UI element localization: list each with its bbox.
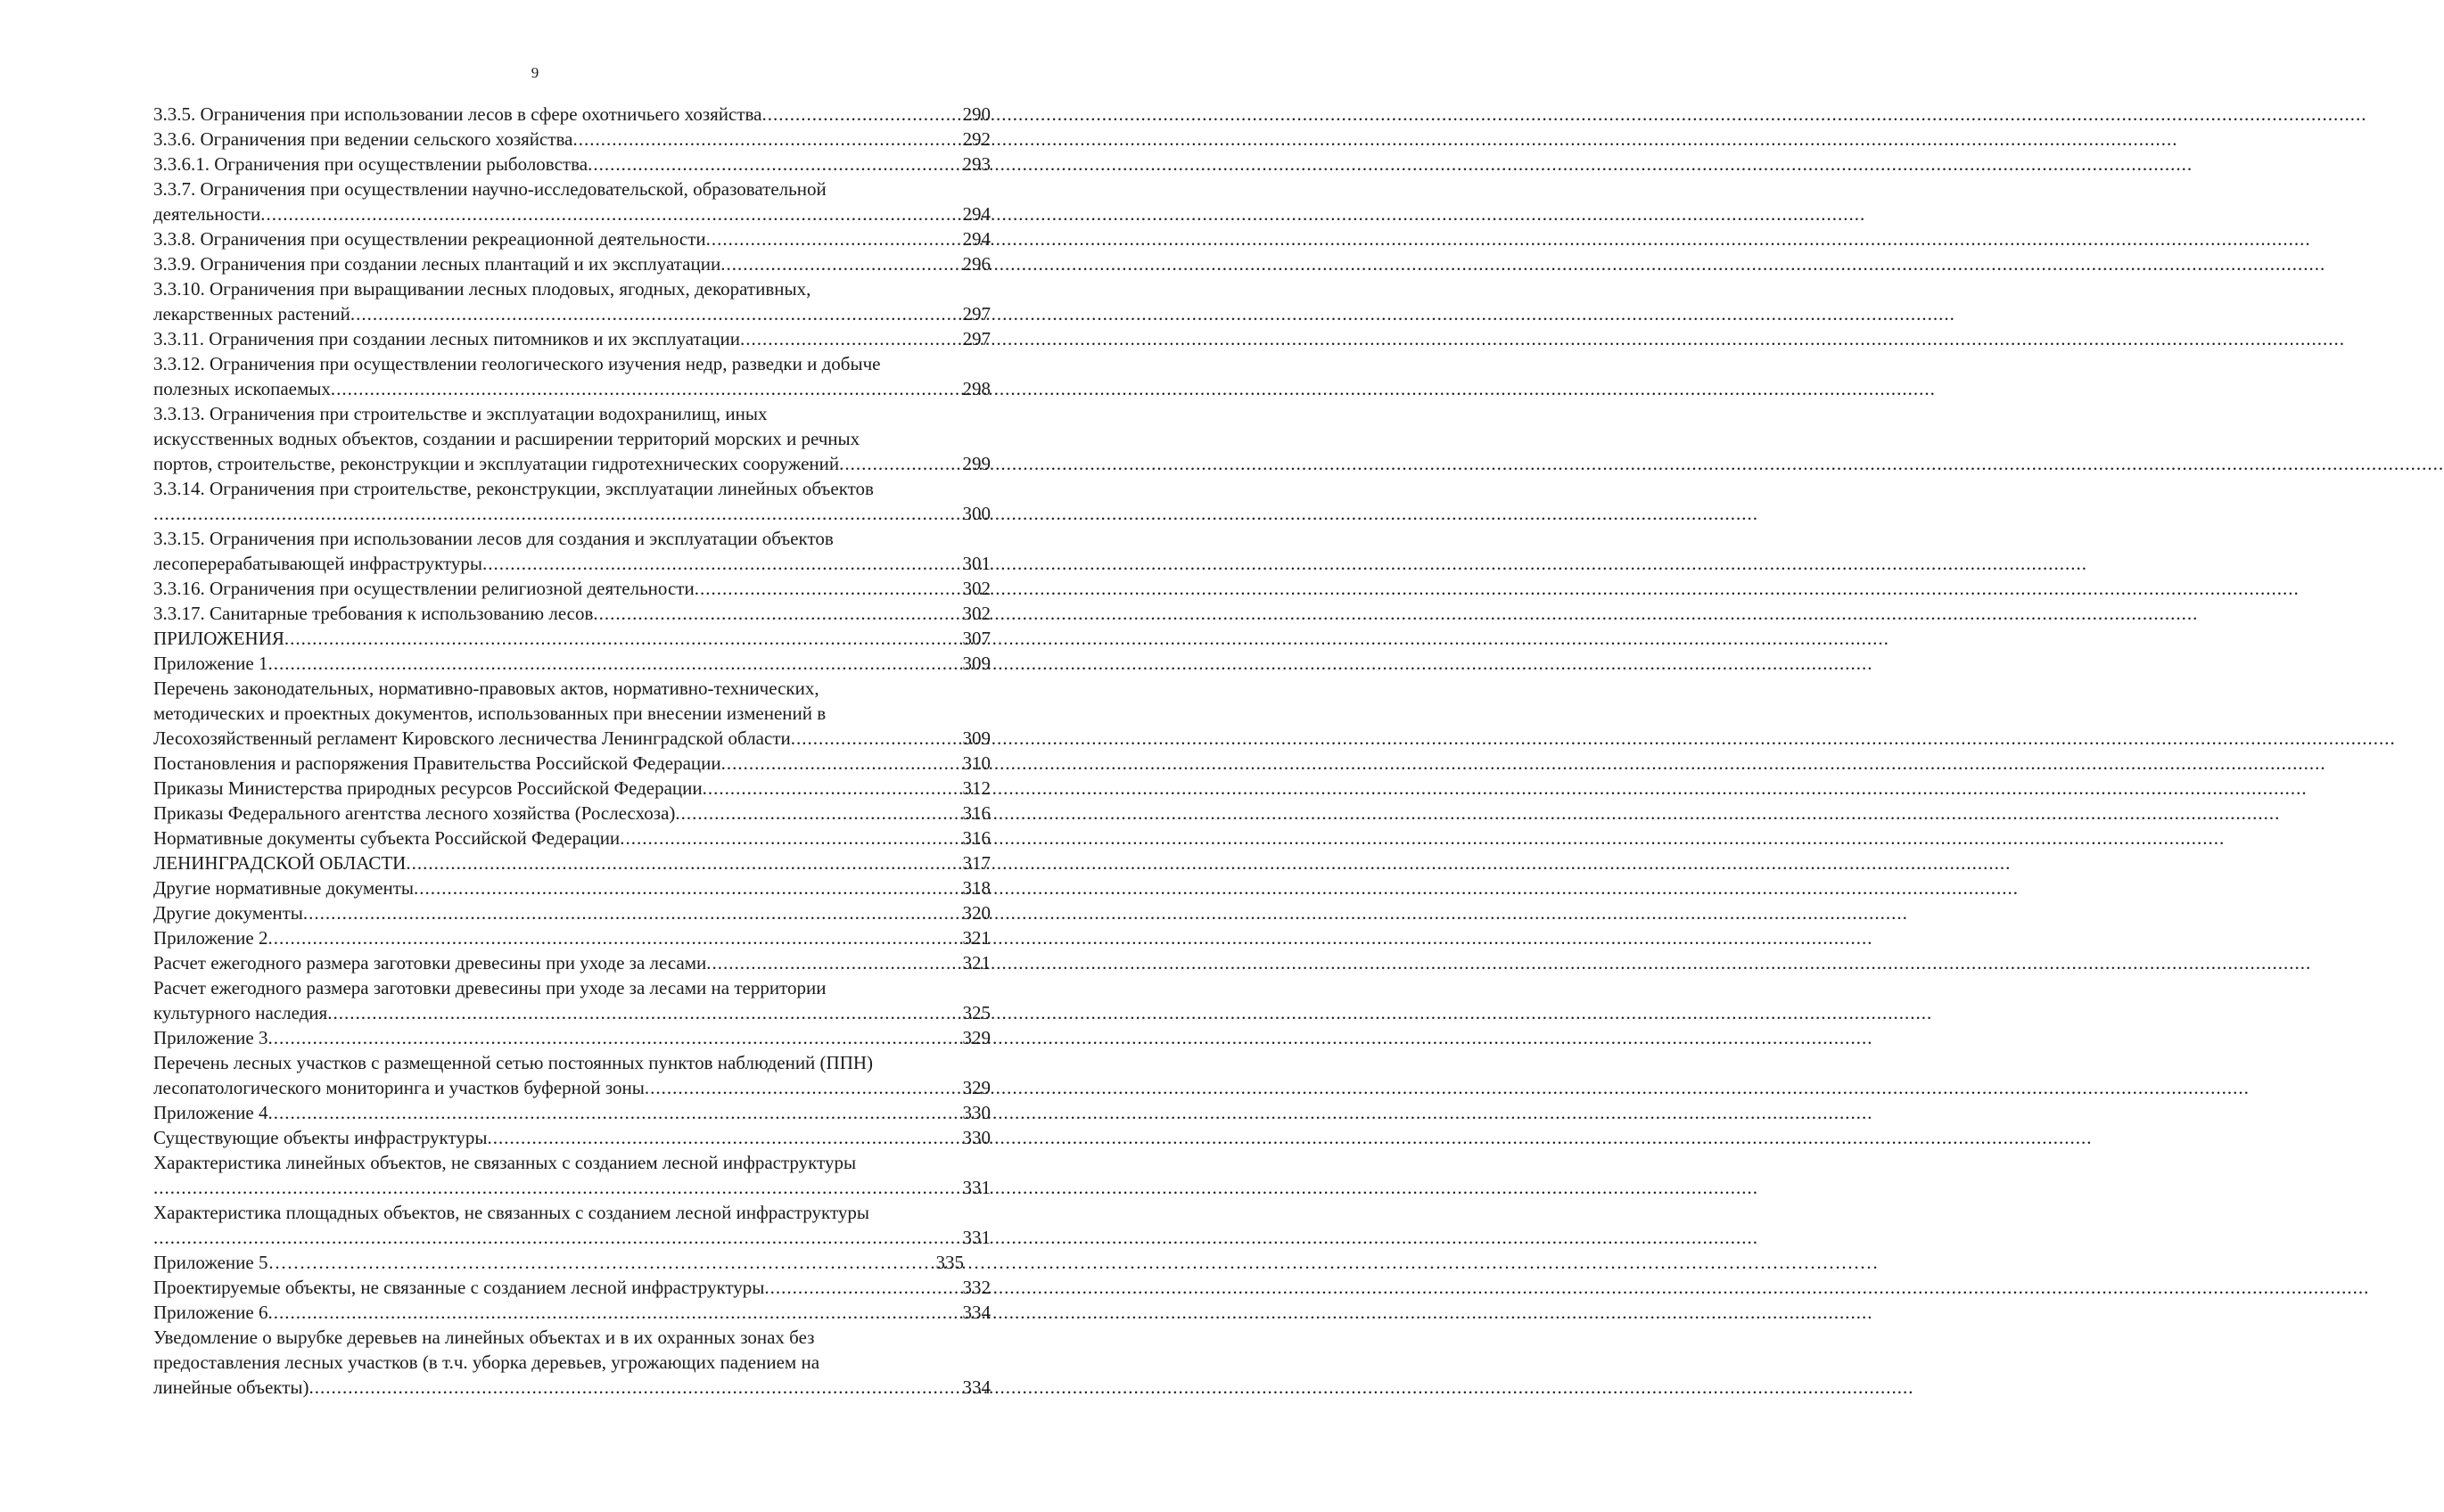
toc-entry-title-line: Характеристика площадных объектов, не связанных с созданием лесной инфраструктуры — [153, 1202, 869, 1223]
toc-entry — [153, 152, 991, 177]
toc-page-number: 293 — [962, 153, 991, 175]
toc-dot-leader — [327, 1000, 962, 1025]
toc-page-number: 312 — [962, 777, 991, 799]
toc-dot-leader — [482, 551, 962, 576]
toc-page-number: 302 — [962, 578, 991, 599]
toc-page-number: 334 — [962, 1302, 991, 1323]
toc-entry — [153, 900, 991, 925]
toc-page-number: 297 — [962, 328, 991, 349]
toc-entry — [153, 351, 991, 401]
toc-entry — [153, 476, 991, 526]
toc-dot-leader — [350, 301, 963, 326]
toc-entry-leader-row — [153, 1175, 991, 1200]
toc-page-number: 321 — [962, 952, 991, 974]
toc-dot-leader — [331, 376, 963, 401]
toc-entry — [153, 326, 991, 351]
toc-entry-leader-row — [153, 201, 991, 226]
toc-entry-leader-row — [153, 501, 991, 526]
toc-entry-title-line: 3.3.12. Ограничения при осуществлении геологического изучения недр, разведки и добыче — [153, 353, 881, 374]
toc-page-number: 298 — [962, 378, 991, 399]
toc-page-number: 332 — [962, 1277, 991, 1298]
toc-page-number: 335 — [935, 1252, 964, 1273]
table-of-contents — [153, 102, 991, 1400]
toc-entry-leader-row — [153, 251, 991, 276]
toc-dot-leader — [153, 1175, 963, 1200]
toc-entry — [153, 1125, 991, 1150]
toc-entry-leader-row — [153, 1225, 991, 1250]
toc-entry-leader-row — [153, 451, 991, 476]
toc-page-number: 302 — [962, 603, 991, 624]
toc-entry-title: деятельности — [153, 203, 261, 225]
toc-entry — [153, 102, 991, 127]
toc-entry-title: 3.3.9. Ограничения при создании лесных плантаций и их эксплуатации — [153, 253, 721, 275]
toc-entry-title: Приложение 3 — [153, 1027, 268, 1048]
toc-entry — [153, 1275, 991, 1300]
toc-entry-title-line: Расчет ежегодного размера заготовки древесины при уходе за лесами на территории — [153, 977, 827, 998]
toc-page-number: 297 — [962, 303, 991, 325]
toc-entry-title: культурного наследия — [153, 1002, 328, 1023]
toc-dot-leader — [720, 251, 962, 276]
toc-entry — [153, 526, 991, 576]
toc-page-number: 325 — [962, 1002, 991, 1023]
toc-entry-title: Постановления и распоряжения Правительства Российской Федерации — [153, 752, 721, 774]
toc-dot-leader — [267, 651, 962, 676]
toc-entry-title: Приложение 5 — [153, 1252, 268, 1273]
toc-entry-leader-row — [153, 801, 991, 826]
toc-entry-title-line: 3.3.7. Ограничения при осуществлении научно-исследовательской, образовательной — [153, 178, 827, 200]
toc-dot-leader — [414, 875, 962, 900]
toc-dot-leader — [706, 226, 963, 251]
toc-dot-leader — [593, 601, 962, 626]
toc-entry-leader-row — [153, 1375, 991, 1400]
toc-entry-leader-row — [153, 1275, 991, 1300]
toc-entry — [153, 1250, 991, 1275]
toc-entry — [153, 576, 991, 601]
toc-dot-leader — [764, 1275, 962, 1300]
toc-entry — [153, 950, 991, 975]
toc-entry-title-line: искусственных водных объектов, создании и расширении территорий морских и речных — [153, 428, 860, 449]
toc-dot-leader — [309, 1375, 962, 1400]
toc-entry-leader-row — [153, 850, 991, 875]
toc-entry-title: 3.3.8. Ограничения при осуществлении рекреационной деятельности — [153, 228, 706, 250]
toc-entry-title: 3.3.6. Ограничения при ведении сельского хозяйства — [153, 128, 573, 150]
toc-entry-leader-row — [153, 301, 991, 326]
toc-entry-title-line: 3.3.13. Ограничения при строительстве и эксплуатации водохранилищ, иных — [153, 403, 768, 424]
toc-page-number: 309 — [962, 653, 991, 674]
toc-entry-title: Расчет ежегодного размера заготовки древесины при уходе за лесами — [153, 952, 707, 974]
toc-dot-leader — [791, 726, 963, 751]
toc-entry-leader-row — [153, 1125, 991, 1150]
toc-entry — [153, 1050, 991, 1100]
toc-dot-leader — [267, 1025, 962, 1050]
toc-entry — [153, 177, 991, 226]
toc-entry-title: 3.3.11. Ограничения при создании лесных питомников и их эксплуатации — [153, 328, 740, 349]
toc-dot-leader — [284, 626, 963, 651]
toc-entry — [153, 601, 991, 626]
toc-entry — [153, 127, 991, 152]
toc-entry-leader-row — [153, 226, 991, 251]
toc-entry-title: Приложение 4 — [153, 1102, 268, 1123]
toc-entry-leader-row — [153, 875, 991, 900]
toc-entry-title-line: 3.3.10. Ограничения при выращивании лесных плодовых, ягодных, декоративных, — [153, 278, 811, 300]
toc-entry — [153, 975, 991, 1025]
toc-entry-title: лекарственных растений — [153, 303, 350, 325]
toc-entry — [153, 776, 991, 801]
toc-entry — [153, 1325, 991, 1400]
toc-entry — [153, 276, 991, 326]
toc-entry-leader-row — [153, 376, 991, 401]
toc-entry-leader-row — [153, 1250, 964, 1275]
toc-entry-leader-row — [153, 950, 991, 975]
toc-entry-title: Другие нормативные документы — [153, 877, 415, 899]
toc-entry-title: Приложение 1 — [153, 653, 268, 674]
toc-page-number: 320 — [962, 902, 991, 924]
toc-dot-leader — [153, 501, 963, 526]
toc-page-number: 310 — [962, 752, 991, 774]
toc-entry-title: Приложение 6 — [153, 1302, 268, 1323]
toc-dot-leader — [267, 1100, 962, 1125]
toc-entry-leader-row — [153, 102, 991, 127]
toc-page-number: 334 — [962, 1376, 991, 1398]
toc-entry-title: лесопатологического мониторинга и участков буферной зоны — [153, 1077, 645, 1098]
toc-dot-leader — [267, 925, 962, 950]
toc-entry-title: Приказы Федерального агентства лесного хозяйства (Рослесхоза) — [153, 802, 676, 824]
toc-entry-leader-row — [153, 1300, 991, 1325]
toc-dot-leader — [645, 1075, 963, 1100]
toc-dot-leader — [703, 776, 963, 801]
toc-entry-leader-row — [153, 651, 991, 676]
toc-dot-leader — [153, 1225, 963, 1250]
toc-entry-title-line: Уведомление о вырубке деревьев на линейных объектах и в их охранных зонах без — [153, 1327, 815, 1348]
toc-page-number: 329 — [962, 1027, 991, 1048]
toc-page-number: 307 — [962, 628, 991, 649]
toc-entry — [153, 826, 991, 850]
toc-entry-title: Приказы Министерства природных ресурсов Российской Федерации — [153, 777, 703, 799]
toc-page-number: 330 — [962, 1127, 991, 1148]
toc-dot-leader — [406, 850, 962, 875]
toc-entry-title: полезных ископаемых — [153, 378, 331, 399]
toc-dot-leader — [762, 102, 963, 127]
toc-entry-leader-row — [153, 326, 991, 351]
toc-entry — [153, 226, 991, 251]
toc-entry-title-line: Перечень лесных участков с размещенной сетью постоянных пунктов наблюдений (ППН) — [153, 1052, 874, 1073]
toc-entry-title: Лесохозяйственный регламент Кировского лесничества Ленинградской области — [153, 727, 791, 749]
toc-entry — [153, 1100, 991, 1125]
toc-entry — [153, 651, 991, 676]
toc-entry-leader-row — [153, 551, 991, 576]
toc-page-number: 294 — [962, 228, 991, 250]
toc-entry-title: ПРИЛОЖЕНИЯ — [153, 628, 284, 649]
toc-page-number: 290 — [962, 103, 991, 125]
toc-page-number: 292 — [962, 128, 991, 150]
toc-page-number: 330 — [962, 1102, 991, 1123]
toc-page-number: 300 — [962, 503, 991, 524]
toc-page-number: 331 — [962, 1227, 991, 1248]
toc-dot-leader — [267, 1300, 962, 1325]
toc-page-number: 318 — [962, 877, 991, 899]
toc-entry — [153, 1200, 991, 1250]
toc-entry — [153, 1300, 991, 1325]
toc-entry-title: Нормативные документы субъекта Российской Федерации — [153, 827, 621, 849]
toc-dot-leader — [588, 152, 962, 177]
toc-entry-leader-row — [153, 776, 991, 801]
toc-entry-title-line: предоставления лесных участков (в т.ч. уборка деревьев, угрожающих падением на — [153, 1352, 820, 1373]
toc-entry-title: линейные объекты) — [153, 1376, 309, 1398]
toc-dot-leader — [260, 201, 962, 226]
toc-entry-title: Существующие объекты инфраструктуры — [153, 1127, 488, 1148]
toc-entry — [153, 401, 991, 476]
toc-entry-leader-row — [153, 626, 991, 651]
toc-entry-leader-row — [153, 1000, 991, 1025]
toc-entry-title: 3.3.5. Ограничения при использовании лесов в сфере охотничьего хозяйства — [153, 103, 762, 125]
toc-dot-leader — [839, 451, 962, 476]
toc-entry-title-line: Перечень законодательных, нормативно-правовых актов, нормативно-технических, — [153, 678, 819, 699]
toc-entry — [153, 251, 991, 276]
toc-page-number: 309 — [962, 727, 991, 749]
toc-entry — [153, 626, 991, 651]
toc-entry-title: портов, строительстве, реконструкции и эксплуатации гидротехнических сооружений — [153, 453, 840, 474]
toc-entry-leader-row — [153, 726, 991, 751]
toc-entry-title: 3.3.16. Ограничения при осуществлении религиозной деятельности — [153, 578, 695, 599]
toc-entry — [153, 751, 991, 776]
toc-entry-leader-row — [153, 601, 991, 626]
toc-entry-title: Другие документы — [153, 902, 303, 924]
toc-entry-title-line: Характеристика линейных объектов, не связанных с созданием лесной инфраструктуры — [153, 1152, 857, 1173]
toc-entry-leader-row — [153, 127, 991, 152]
toc-page-number: 316 — [962, 827, 991, 849]
toc-entry-title: Приложение 2 — [153, 927, 268, 949]
page-number: 9 — [531, 64, 539, 81]
toc-page-number: 329 — [962, 1077, 991, 1098]
toc-page-number: 316 — [962, 802, 991, 824]
toc-entry-leader-row — [153, 1100, 991, 1125]
toc-entry-title: ЛЕНИНГРАДСКОЙ ОБЛАСТИ — [153, 852, 407, 874]
toc-entry-leader-row — [153, 576, 991, 601]
toc-dot-leader — [721, 751, 963, 776]
toc-dot-leader — [740, 326, 963, 351]
toc-entry-leader-row — [153, 925, 991, 950]
toc-entry — [153, 1150, 991, 1200]
toc-entry-leader-row — [153, 152, 991, 177]
toc-entry-title-line: методических и проектных документов, использованных при внесении изменений в — [153, 703, 827, 724]
toc-entry-leader-row — [153, 751, 991, 776]
toc-entry — [153, 801, 991, 826]
toc-page-number: 317 — [962, 852, 991, 874]
toc-page-number: 331 — [962, 1177, 991, 1198]
toc-dot-leader — [695, 576, 963, 601]
toc-entry-title-line: 3.3.15. Ограничения при использовании лесов для создания и эксплуатации объектов — [153, 528, 834, 549]
toc-entry-title-line: 3.3.14. Ограничения при строительстве, реконструкции, эксплуатации линейных объектов — [153, 478, 874, 499]
toc-page-number: 299 — [962, 453, 991, 474]
toc-entry — [153, 925, 991, 950]
toc-page-number: 296 — [962, 253, 991, 275]
toc-page-number: 301 — [962, 553, 991, 574]
toc-dot-leader — [267, 1250, 935, 1275]
toc-entry-leader-row — [153, 826, 991, 850]
toc-dot-leader — [706, 950, 962, 975]
toc-entry-title: Проектируемые объекты, не связанные с созданием лесной инфраструктуры — [153, 1277, 765, 1298]
toc-page-number: 294 — [962, 203, 991, 225]
toc-entry — [153, 850, 991, 875]
document-page — [0, 0, 1070, 1512]
toc-dot-leader — [620, 826, 962, 850]
toc-entry-title: 3.3.6.1. Ограничения при осуществлении рыболовства — [153, 153, 588, 175]
toc-dot-leader — [303, 900, 963, 925]
toc-dot-leader — [487, 1125, 962, 1150]
toc-entry-title: лесоперерабатывающей инфраструктуры — [153, 553, 483, 574]
toc-entry-leader-row — [153, 1025, 991, 1050]
toc-entry-leader-row — [153, 1075, 991, 1100]
toc-dot-leader — [675, 801, 962, 826]
toc-dot-leader — [572, 127, 962, 152]
toc-entry — [153, 676, 991, 751]
toc-entry-title: 3.3.17. Санитарные требования к использованию лесов — [153, 603, 594, 624]
toc-page-number: 321 — [962, 927, 991, 949]
toc-entry — [153, 1025, 991, 1050]
toc-entry — [153, 875, 991, 900]
toc-entry-leader-row — [153, 900, 991, 925]
